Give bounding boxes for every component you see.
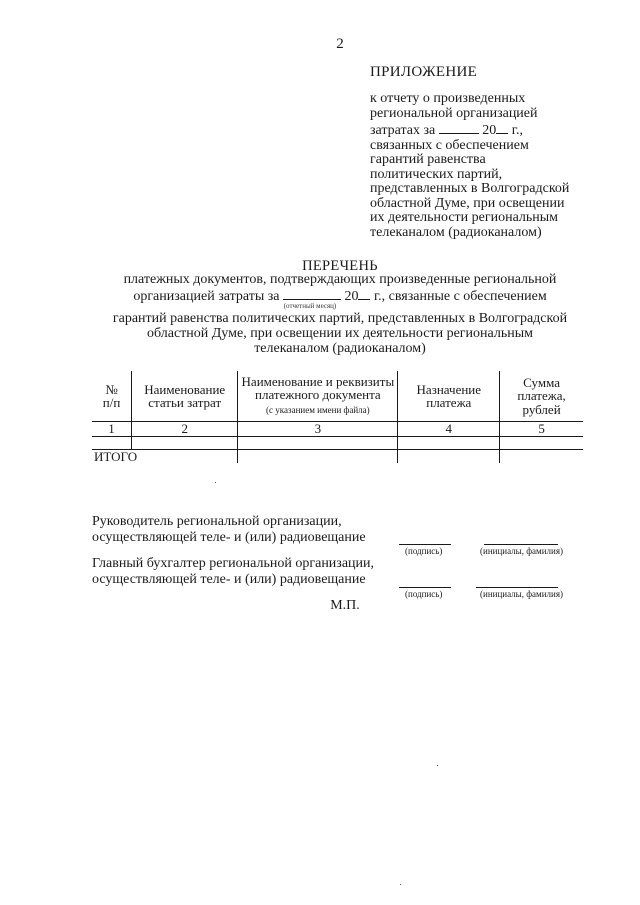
- annex-period-suffix: г.,: [511, 123, 523, 138]
- table-row: [92, 436, 583, 449]
- annex-line: политических партий,: [370, 166, 503, 182]
- accountant-signature-blank: [399, 587, 451, 588]
- list-subtitle-cont: [90, 311, 590, 356]
- col-number-2: 2: [132, 422, 238, 437]
- table-cell: [92, 436, 132, 449]
- list-period-prefix: организацией затраты за: [133, 289, 280, 304]
- accountant-signature-label: [92, 556, 374, 588]
- scan-speck: [400, 884, 401, 885]
- header-number: [92, 371, 132, 422]
- header-expense-item: Наименование статьи затрат: [132, 371, 238, 422]
- annex-line: областной Думе, при освещении: [370, 195, 565, 211]
- header-payment-document-text: Наименование и реквизиты платежного документа: [241, 373, 395, 403]
- signature-label-line: осуществляющей теле- и (или) радиовещание: [92, 572, 366, 587]
- list-line: телеканалом (радиоканалом): [254, 341, 426, 356]
- header-purpose: Назначение платежа: [398, 371, 500, 422]
- list-month-blank: [283, 287, 341, 300]
- signature-label-line: осуществляющей теле- и (или) радиовещание: [92, 530, 366, 545]
- table-cell: [500, 436, 583, 449]
- month-note: (отчетный месяц): [283, 302, 337, 310]
- list-line: гарантий равенства политических партий, представленных в Волгоградской: [112, 311, 568, 326]
- head-signature-label: [92, 514, 366, 546]
- table-total-row: [92, 449, 583, 463]
- annex-line: региональной организацией: [370, 105, 538, 121]
- col-number-1: 1: [92, 422, 132, 437]
- col-number-5: 5: [500, 422, 583, 437]
- list-period-suffix: г., связанные с обеспечением: [373, 289, 547, 304]
- list-subtitle: [90, 272, 590, 304]
- header-file-note: (с указанием имени файла): [266, 404, 370, 415]
- scan-speck: [215, 482, 216, 483]
- table-number-row: [92, 422, 583, 437]
- accountant-name-blank: [476, 587, 558, 588]
- page-number: 2: [336, 36, 344, 52]
- list-title: ПЕРЕЧЕНЬ: [302, 258, 378, 274]
- total-amount-cell: [500, 449, 583, 463]
- accountant-name-caption: (инициалы, фамилия): [480, 589, 563, 599]
- signature-label-line: Руководитель региональной организации,: [92, 514, 342, 529]
- list-year-blank: [358, 287, 370, 300]
- annex-title: ПРИЛОЖЕНИЕ: [370, 64, 478, 80]
- header-number-text: № п/п: [102, 381, 121, 410]
- annex-period-line: [370, 121, 600, 139]
- annex-line: к отчету о произведенных: [370, 91, 526, 106]
- stamp-place: М.П.: [330, 598, 360, 613]
- annex-line: связанных с обеспечением: [370, 137, 529, 153]
- period-month-blank: [439, 121, 479, 134]
- annex-line: представленных в Волгоградской: [370, 181, 570, 196]
- list-period-year: 20: [344, 289, 359, 304]
- payments-table: [92, 371, 583, 463]
- header-amount: Сумма платежа, рублей: [500, 371, 583, 422]
- header-payment-document: [238, 371, 398, 422]
- signature-label-line: Главный бухгалтер региональной организации,: [92, 556, 375, 571]
- head-signature-caption: (подпись): [405, 546, 443, 556]
- accountant-signature-caption: (подпись): [405, 589, 443, 599]
- list-line: областной Думе, при освещении их деятельности региональным: [146, 326, 534, 341]
- total-cell: [398, 449, 500, 463]
- table-cell: [238, 436, 398, 449]
- table-header-row: [92, 371, 583, 422]
- annex-subtitle: [370, 92, 600, 240]
- period-year-blank: [496, 121, 508, 134]
- table-cell: [398, 436, 500, 449]
- table-cell: [132, 436, 238, 449]
- head-signature-blank: [399, 544, 451, 545]
- scan-speck: [437, 765, 438, 766]
- total-cell: [238, 449, 398, 463]
- list-line: платежных документов, подтверждающих произведенные региональной: [123, 272, 557, 287]
- total-label: ИТОГО: [92, 449, 238, 463]
- annex-period-prefix: затратах за: [370, 123, 436, 138]
- col-number-4: 4: [398, 422, 500, 437]
- annex-line: их деятельности региональным: [370, 210, 559, 225]
- head-name-caption: (инициалы, фамилия): [480, 546, 563, 556]
- annex-period-year: 20: [482, 123, 497, 138]
- head-name-blank: [484, 544, 558, 545]
- annex-line: телеканалом (радиоканалом): [370, 224, 542, 240]
- annex-line: гарантий равенства: [370, 152, 486, 167]
- col-number-3: 3: [238, 422, 398, 437]
